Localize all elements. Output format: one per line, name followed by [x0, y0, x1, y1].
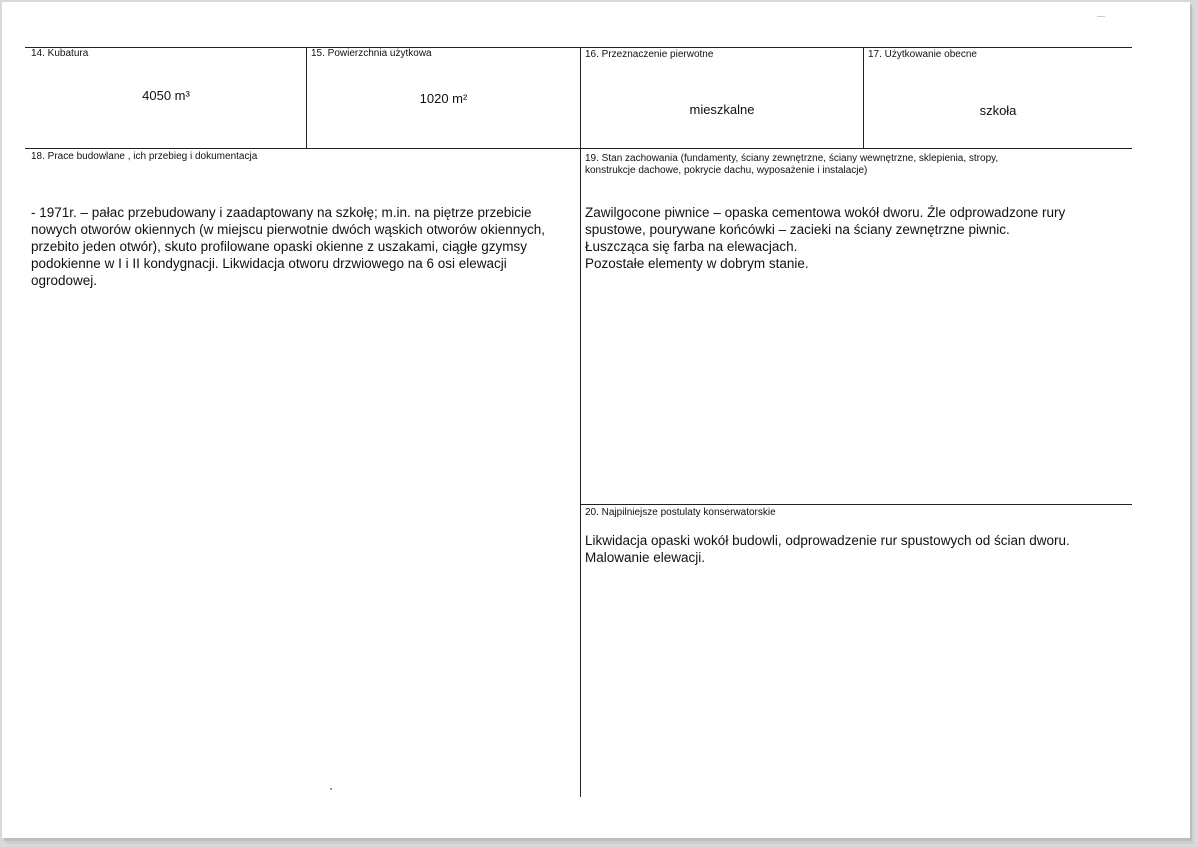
prace-text [31, 204, 576, 289]
col-divider-16 [580, 47, 581, 797]
stan-label-line: 19. Stan zachowania (fundamenty, ściany zewnętrzne, ściany wewnętrzne, sklepienia, stropy, [585, 153, 999, 164]
prace-line: ogrodowej. [31, 273, 98, 288]
stan-label-line: konstrukcje dachowe, pokrycie dachu, wyposażenie i instalacje) [585, 165, 868, 176]
col-divider-17 [863, 47, 864, 148]
scan-speck [1097, 16, 1105, 17]
scan-speck [330, 788, 332, 790]
powierzchnia-label: 15. Powierzchnia użytkowa [311, 48, 432, 59]
postulaty-line: Likwidacja opaski wokół budowli, odprowadzenie rur spustowych od ścian dworu. [585, 533, 1070, 548]
document-sheet [2, 2, 1190, 838]
stan-line: Zawilgocone piwnice – opaska cementowa wokół dworu. Źle odprowadzone rury [585, 205, 1066, 220]
powierzchnia-value: 1020 m² [419, 91, 468, 106]
postulaty-label: 20. Najpilniejsze postulaty konserwatorskie [585, 507, 776, 518]
prace-line: podokienne w I i II kondygnacji. Likwidacja otworu drzwiowego na 6 osi elewacji [31, 256, 507, 271]
przeznaczenie-label: 16. Przeznaczenie pierwotne [585, 49, 714, 60]
prace-line: nowych otworów okiennych (w miejscu pierwotnie dwóch wąskich otworów okiennych, [31, 222, 545, 237]
prace-line: - 1971r. – pałac przebudowany i zaadaptowany na szkołę; m.in. na piętrze przebicie [31, 205, 532, 220]
przeznaczenie-value: mieszkalne [689, 102, 755, 117]
stan-line: spustowe, pourywane końcówki – zacieki na ściany zewnętrzne piwnic. [585, 222, 1010, 237]
stan-label [585, 153, 998, 177]
kubatura-value: 4050 m³ [142, 88, 190, 103]
top-rule [25, 47, 1132, 48]
section-20-divider-rule [580, 504, 1132, 505]
stan-line: Pozostałe elementy w dobrym stanie. [585, 256, 809, 271]
uzytkowanie-label: 17. Użytkowanie obecne [868, 49, 977, 60]
postulaty-text [585, 532, 1130, 566]
postulaty-line: Malowanie elewacji. [585, 550, 706, 565]
prace-label: 18. Prace budowlane , ich przebieg i dokumentacja [31, 151, 258, 162]
uzytkowanie-value: szkoła [979, 103, 1017, 118]
stan-text [585, 204, 1130, 272]
prace-line: przebito jeden otwór), skuto profilowane opaski okienne z uszakami, ciągłe gzymsy [31, 239, 527, 254]
row-divider-rule [25, 148, 1132, 149]
kubatura-label: 14. Kubatura [31, 48, 89, 59]
stan-line: Łuszcząca się farba na elewacjach. [585, 239, 798, 254]
